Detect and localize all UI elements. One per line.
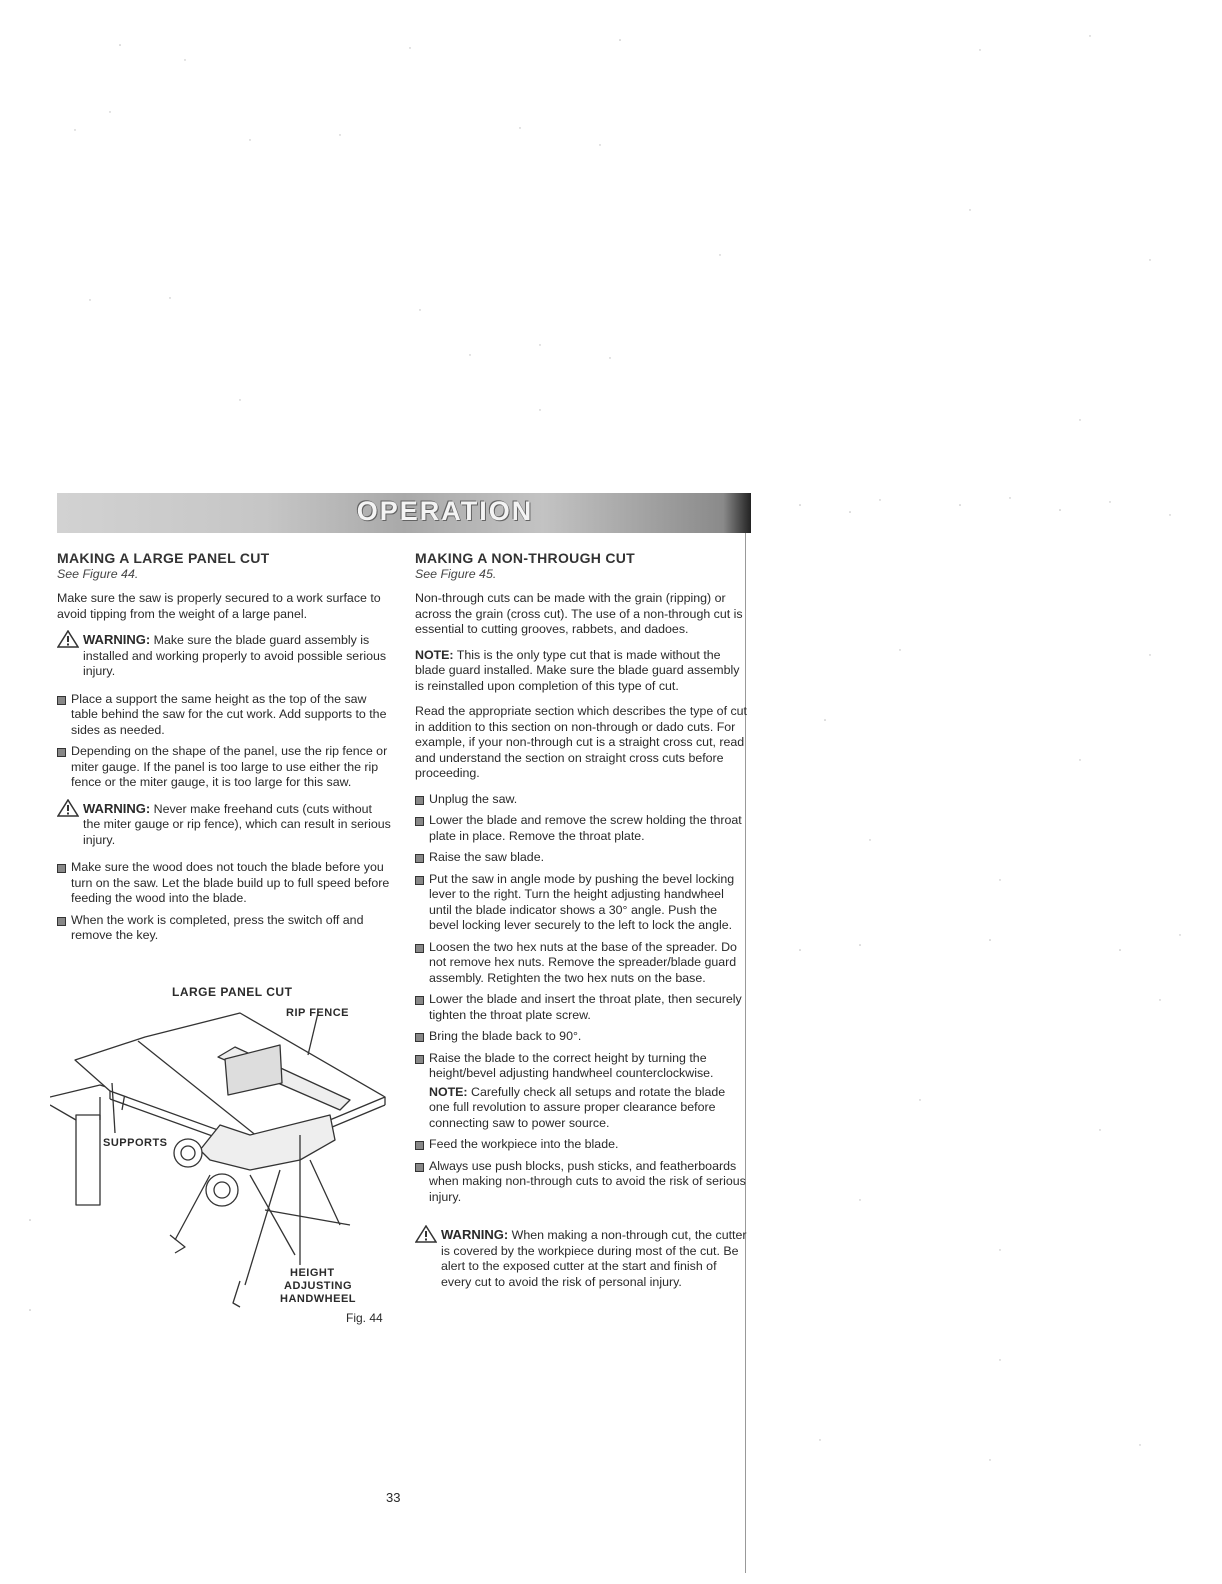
- figure-reference: See Figure 44.: [57, 566, 139, 581]
- page-number: 33: [386, 1490, 401, 1505]
- right-column: [415, 551, 748, 1302]
- label-rip-fence: RIP FENCE: [286, 1007, 349, 1019]
- step-list: [57, 860, 392, 944]
- figure-reference: See Figure 45.: [415, 566, 497, 581]
- checkbox-bullet-icon: [415, 1055, 424, 1064]
- note-label: NOTE:: [415, 647, 454, 662]
- list-item: Raise the blade to the correct height by turning the height/bevel adjusting handwheel counterclockwise. NOTE: Carefully check all setups and rotate the blade one full revolution to assure proper clearance before connecting saw to power source.: [415, 1051, 748, 1132]
- section-title-non-through: MAKING A NON-THROUGH CUT: [415, 550, 636, 566]
- label-height-line-2: ADJUSTING: [284, 1280, 353, 1292]
- list-item: Make sure the wood does not touch the blade before you turn on the saw. Let the blade build up to full speed before feeding the wood into the blade.: [57, 860, 392, 907]
- list-item: Bring the blade back to 90°.: [415, 1029, 748, 1045]
- step-list: [415, 792, 748, 1206]
- checkbox-bullet-icon: [415, 854, 424, 863]
- figure-title: LARGE PANEL CUT: [172, 985, 293, 999]
- checkbox-bullet-icon: [57, 696, 66, 705]
- warning-text: When making a non-through cut, the cutter is covered by the workpiece during most of the cut. Be alert to the exposed cutter at the start and finish of every cut to avoid the risk of personal injury.: [441, 1228, 747, 1289]
- figure-number: Fig. 44: [346, 1311, 383, 1325]
- table-saw-illustration: [50, 985, 395, 1315]
- checkbox-bullet-icon: [57, 748, 66, 757]
- warning-block: [57, 801, 392, 849]
- list-item: Always use push blocks, push sticks, and featherboards when making non-through cuts to avoid the risk of serious injury.: [415, 1159, 748, 1206]
- checkbox-bullet-icon: [415, 796, 424, 805]
- list-item: Lower the blade and remove the screw holding the throat plate in place. Remove the throat plate.: [415, 813, 748, 844]
- checkbox-bullet-icon: [415, 817, 424, 826]
- warning-triangle-icon: [415, 1225, 437, 1243]
- intro-paragraph: Non-through cuts can be made with the grain (ripping) or across the grain (cross cut). The use of a non-through cut is essential to cutting grooves, rabbets, and dadoes.: [415, 591, 743, 636]
- note-label: NOTE:: [429, 1084, 468, 1099]
- warning-block: [57, 632, 392, 680]
- list-item: Place a support the same height as the top of the saw table behind the saw for the cut work. Add supports to the sides as needed.: [57, 692, 392, 739]
- list-item: When the work is completed, press the switch off and remove the key.: [57, 913, 392, 944]
- checkbox-bullet-icon: [57, 917, 66, 926]
- warning-label: WARNING:: [441, 1227, 509, 1242]
- list-item: Depending on the shape of the panel, use the rip fence or miter gauge. If the panel is too large to use either the rip fence or the miter gauge, it is too large for this saw.: [57, 744, 392, 791]
- step-list: [57, 692, 392, 791]
- checkbox-bullet-icon: [415, 1163, 424, 1172]
- section-title-large-panel: MAKING A LARGE PANEL CUT: [57, 550, 270, 566]
- list-item: Unplug the saw.: [415, 792, 748, 808]
- warning-text: Never make freehand cuts (cuts without the miter gauge or rip fence), which can result in serious injury.: [83, 801, 391, 847]
- read-paragraph: Read the appropriate section which describes the type of cut in addition to this section on non-through or dado cuts. For example, if your non-through cut is a straight cross cut, read and understand the section on straight cross cuts before proceeding.: [415, 704, 747, 780]
- warning-label: WARNING:: [83, 800, 151, 816]
- checkbox-bullet-icon: [415, 1033, 424, 1042]
- list-item: Loosen the two hex nuts at the base of the spreader. Do not remove hex nuts. Remove the spreader/blade guard assembly. Retighten the two hex nuts on the base.: [415, 940, 748, 987]
- note-text: Carefully check all setups and rotate the blade one full revolution to assure proper clearance before connecting saw to power source.: [429, 1084, 726, 1130]
- banner-title: OPERATION: [356, 496, 534, 526]
- warning-triangle-icon: [57, 630, 79, 648]
- list-item: Lower the blade and insert the throat plate, then securely tighten the throat plate screw.: [415, 992, 748, 1023]
- label-supports: SUPPORTS: [103, 1137, 168, 1149]
- warning-triangle-icon: [57, 799, 79, 817]
- list-item: Raise the saw blade.: [415, 850, 748, 866]
- warning-text: Make sure the blade guard assembly is installed and working properly to avoid possible serious injury.: [83, 633, 387, 678]
- list-item: Put the saw in angle mode by pushing the bevel locking lever to the right. Turn the height adjusting handwheel until the blade indicator shows a 30° angle. Push the bevel locking lever securely to the left to lock the angle.: [415, 872, 748, 934]
- sub-note: [429, 1085, 748, 1132]
- checkbox-bullet-icon: [415, 944, 424, 953]
- section-banner: [57, 493, 751, 533]
- note-text: This is the only type cut that is made without the blade guard installed. Make sure the blade guard assembly is reinstalled upon completion of this type of cut.: [415, 647, 740, 693]
- checkbox-bullet-icon: [57, 864, 66, 873]
- list-item: Feed the workpiece into the blade.: [415, 1137, 748, 1153]
- note-paragraph: [415, 648, 748, 695]
- checkbox-bullet-icon: [415, 996, 424, 1005]
- checkbox-bullet-icon: [415, 1141, 424, 1150]
- figure-44: [50, 985, 395, 1325]
- intro-paragraph: Make sure the saw is properly secured to a work surface to avoid tipping from the weight of a large panel.: [57, 591, 381, 621]
- left-column: [57, 551, 392, 954]
- warning-label: WARNING:: [83, 632, 151, 647]
- warning-block: [415, 1227, 748, 1290]
- label-height-line-1: HEIGHT: [290, 1267, 335, 1279]
- checkbox-bullet-icon: [415, 876, 424, 885]
- label-height-line-3: HANDWHEEL: [280, 1293, 356, 1305]
